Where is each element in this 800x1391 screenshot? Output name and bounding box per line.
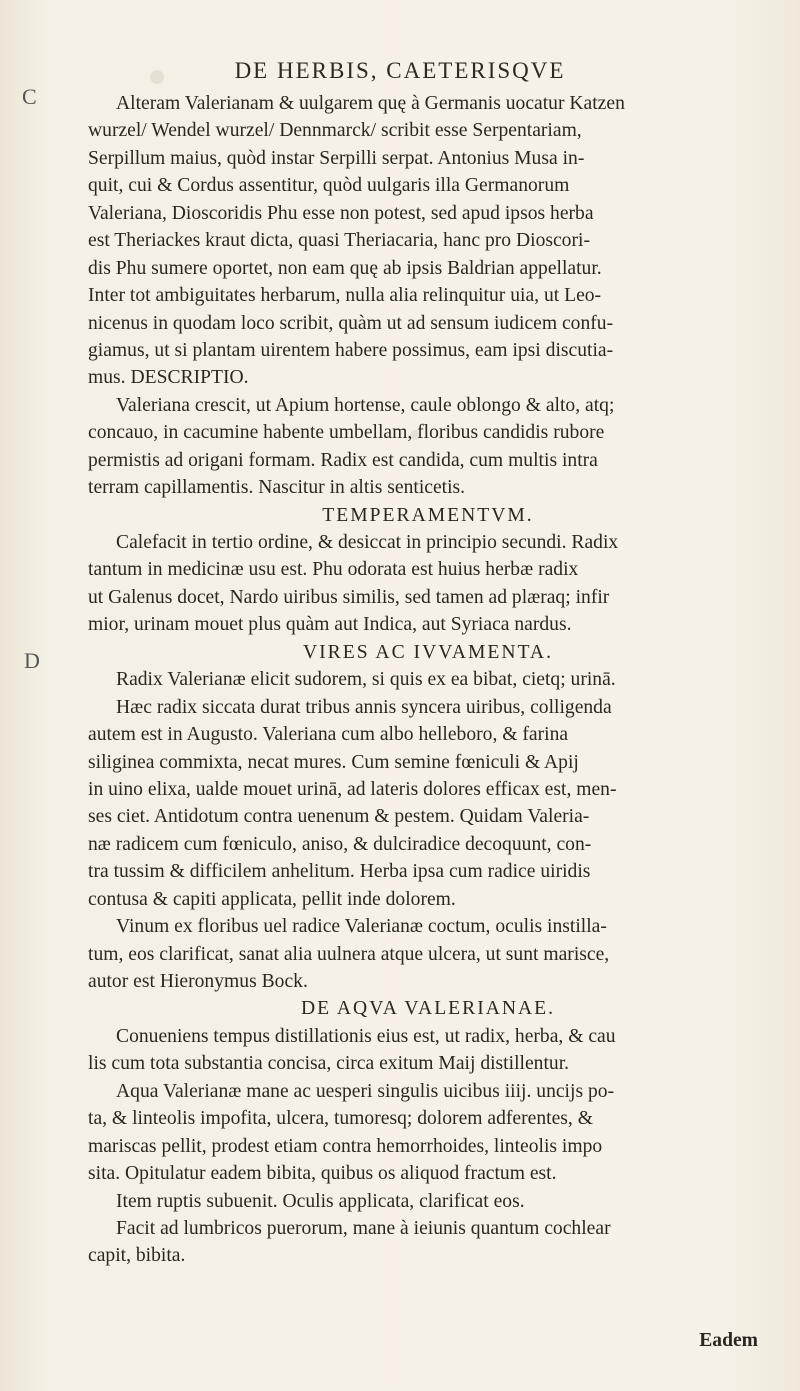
text-line: Item ruptis subuenit. Oculis applicata, clarificat eos. <box>116 1190 525 1212</box>
text-line: sita. Opitulatur eadem bibita, quibus os aliquod fractum est. <box>88 1163 557 1185</box>
text-line: ses ciet. Antidotum contra uenenum & pestem. Quidam Valeria- <box>88 806 590 828</box>
catchword: Eadem <box>699 1330 758 1351</box>
text-line: concauo, in cacumine habente umbellam, floribus candidis rubore <box>88 422 605 444</box>
text-line: Radix Valerianæ elicit sudorem, si quis ex ea bibat, cietq; urinā. <box>116 669 616 691</box>
text-line: VIRES AC IVVAMENTA. <box>303 641 553 663</box>
text-line: Valeriana crescit, ut Apium hortense, caule oblongo & alto, atq; <box>116 394 615 416</box>
text-line: Calefacit in tertio ordine, & desiccat in principio secundi. Radix <box>116 532 619 553</box>
text-line: Alteram Valerianam & uulgarem quę à Germanis uocatur Katzen <box>116 93 625 114</box>
text-line: contusa & capiti applicata, pellit inde dolorem. <box>88 888 456 910</box>
text-line: Conueniens tempus distillationis eius est, ut radix, herba, & cau <box>116 1025 616 1047</box>
running-head: DE HERBIS, CAETERISQVE <box>234 58 566 83</box>
text-line: permistis ad origani formam. Radix est candida, cum multis intra <box>88 449 598 471</box>
text-line: Hæc radix siccata durat tribus annis syncera uiribus, colligenda <box>116 696 612 718</box>
text-line: Serpillum maius, quòd instar Serpilli serpat. Antonius Musa in- <box>88 147 585 169</box>
text-line: tum, eos clarificat, sanat alia uulnera atque ulcera, ut sunt marisce, <box>88 943 610 965</box>
text-line: autem est in Augusto. Valeriana cum albo helleboro, & farina <box>88 724 569 746</box>
text-line: Valeriana, Dioscoridis Phu esse non potest, sed apud ipsos herba <box>88 202 594 224</box>
text-line: mariscas pellit, prodest etiam contra hemorrhoides, linteolis impo <box>88 1135 603 1157</box>
text-line: TEMPERAMENTVM. <box>322 504 534 526</box>
text-line: ut Galenus docet, Nardo uiribus similis, sed tamen ad plæraq; infir <box>88 586 610 608</box>
text-line: quit, cui & Cordus assentitur, quòd uulgaris illa Germanorum <box>88 175 570 197</box>
text-line: capit, bibita. <box>88 1245 186 1267</box>
margin-letter-c: C <box>22 84 37 109</box>
text-line: DE AQVA VALERIANAE. <box>300 998 556 1020</box>
margin-letter-d: D <box>24 648 40 673</box>
text-line: mior, urinam mouet plus quàm aut Indica, aut Syriaca nardus. <box>88 614 572 636</box>
text-line: wurzel/ Wendel wurzel/ Dennmarck/ scribit esse Serpentariam, <box>88 120 582 142</box>
text-line: nicenus in quodam loco scribit, quàm ut ad sensum iudicem confu- <box>88 312 614 334</box>
text-line: giamus, ut si plantam uirentem habere possimus, eam ipsi discutia- <box>88 339 614 361</box>
text-line: ta, & linteolis impofita, ulcera, tumoresq; dolorem adferentes, & <box>88 1108 593 1130</box>
text-line: tantum in medicinæ usu est. Phu odorata est huius herbæ radix <box>88 559 579 581</box>
text-line: siliginea commixta, necat mures. Cum semine fœniculi & Apij <box>88 751 579 773</box>
text-line: in uino elixa, ualde mouet urinā, ad lateris dolores efficax est, men- <box>88 778 617 800</box>
text-line: Vinum ex floribus uel radice Valerianæ coctum, oculis instilla- <box>116 916 607 938</box>
body-text <box>88 90 768 1270</box>
text-line: Inter tot ambiguitates herbarum, nulla alia relinquitur uia, ut Leo- <box>88 285 602 307</box>
text-line: dis Phu sumere oportet, non eam quę ab ipsis Baldrian appellatur. <box>88 257 602 279</box>
text-line: mus. DESCRIPTIO. <box>88 367 249 389</box>
text-line: lis cum tota substantia concisa, circa exitum Maij distillentur. <box>88 1053 570 1075</box>
text-line: tra tussim & difficilem anhelitum. Herba ipsa cum radice uiridis <box>88 861 591 883</box>
text-line: Facit ad lumbricos puerorum, mane à ieiunis quantum cochlear <box>116 1217 611 1239</box>
text-line: Aqua Valerianæ mane ac uesperi singulis uicibus iiij. uncijs po- <box>116 1080 615 1102</box>
text-line: autor est Hieronymus Bock. <box>88 971 308 992</box>
text-line: næ radicem cum fœniculo, aniso, & dulciradice decoquunt, con- <box>88 833 592 855</box>
text-line: est Theriackes kraut dicta, quasi Theriacaria, hanc pro Dioscori- <box>88 230 590 252</box>
text-line: terram capillamentis. Nascitur in altis senticetis. <box>88 477 466 499</box>
